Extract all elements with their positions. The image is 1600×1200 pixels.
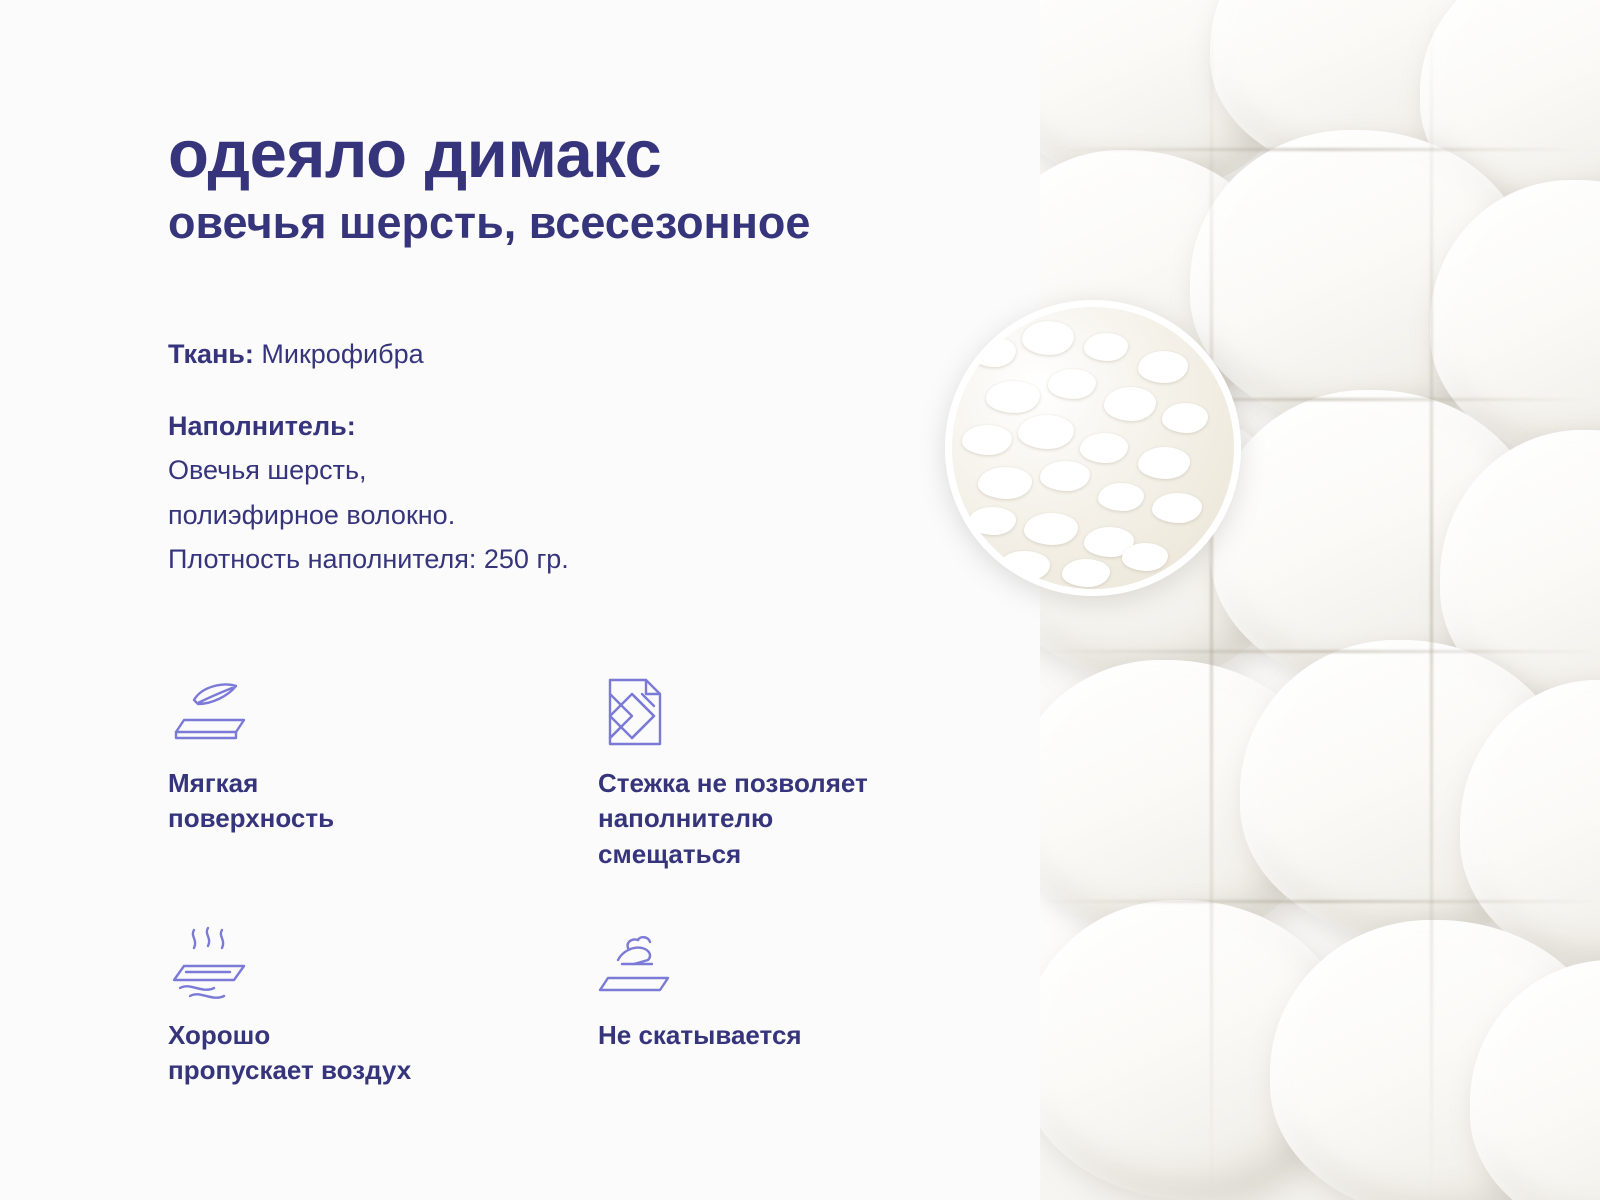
- soft-surface-icon: [168, 672, 568, 750]
- title-block: [168, 117, 948, 248]
- quilt-seam: [1040, 650, 1600, 653]
- feature-no-pilling-text: [598, 1018, 968, 1053]
- quilted-blanket-photo: [1040, 0, 1600, 1200]
- spec-filler-label: Наполнитель:: [168, 410, 356, 441]
- spec-filler-line-3: Плотность наполнителя: 250 гр.: [168, 544, 569, 575]
- page-subtitle: овечья шерсть, всесезонное: [168, 196, 811, 248]
- spec-fabric: [168, 334, 928, 376]
- quilting-icon: [598, 672, 968, 750]
- wool-filler-closeup: [945, 300, 1241, 596]
- feature-line: наполнителю: [598, 803, 774, 834]
- feature-quilting: [598, 672, 998, 872]
- feature-line: Не скатывается: [598, 1020, 802, 1051]
- specifications: [168, 334, 928, 582]
- features-list: [168, 672, 998, 1141]
- quilt-seam: [1430, 0, 1433, 1200]
- no-pilling-icon: [598, 924, 968, 1002]
- feature-soft-surface-text: [168, 766, 548, 837]
- quilt-seam: [1060, 148, 1580, 151]
- feature-line: пропускает воздух: [168, 1055, 412, 1086]
- spec-filler: [168, 406, 928, 582]
- page-title: одеяло димакс: [168, 117, 662, 192]
- spec-fabric-value: Микрофибра: [253, 339, 424, 370]
- spec-fabric-label: Ткань:: [168, 339, 254, 370]
- feature-line: Мягкая: [168, 768, 259, 798]
- spec-filler-line-1: Овечья шерсть,: [168, 454, 367, 485]
- feature-line: поверхность: [168, 803, 335, 834]
- feature-line: смещаться: [598, 838, 742, 869]
- feature-breathable: [168, 924, 598, 1089]
- feature-line: Стежка не позволяет: [598, 768, 868, 798]
- feature-soft-surface: [168, 672, 598, 872]
- feature-breathable-text: [168, 1018, 548, 1089]
- spec-filler-value: [168, 448, 928, 582]
- breathable-icon: [168, 924, 568, 1002]
- quilt-seam: [1210, 0, 1213, 1200]
- feature-no-pilling: [598, 924, 998, 1089]
- feature-line: Хорошо: [168, 1020, 271, 1051]
- feature-quilting-text: [598, 766, 968, 872]
- quilt-seam: [1040, 900, 1600, 903]
- spec-filler-line-2: полиэфирное волокно.: [168, 499, 456, 530]
